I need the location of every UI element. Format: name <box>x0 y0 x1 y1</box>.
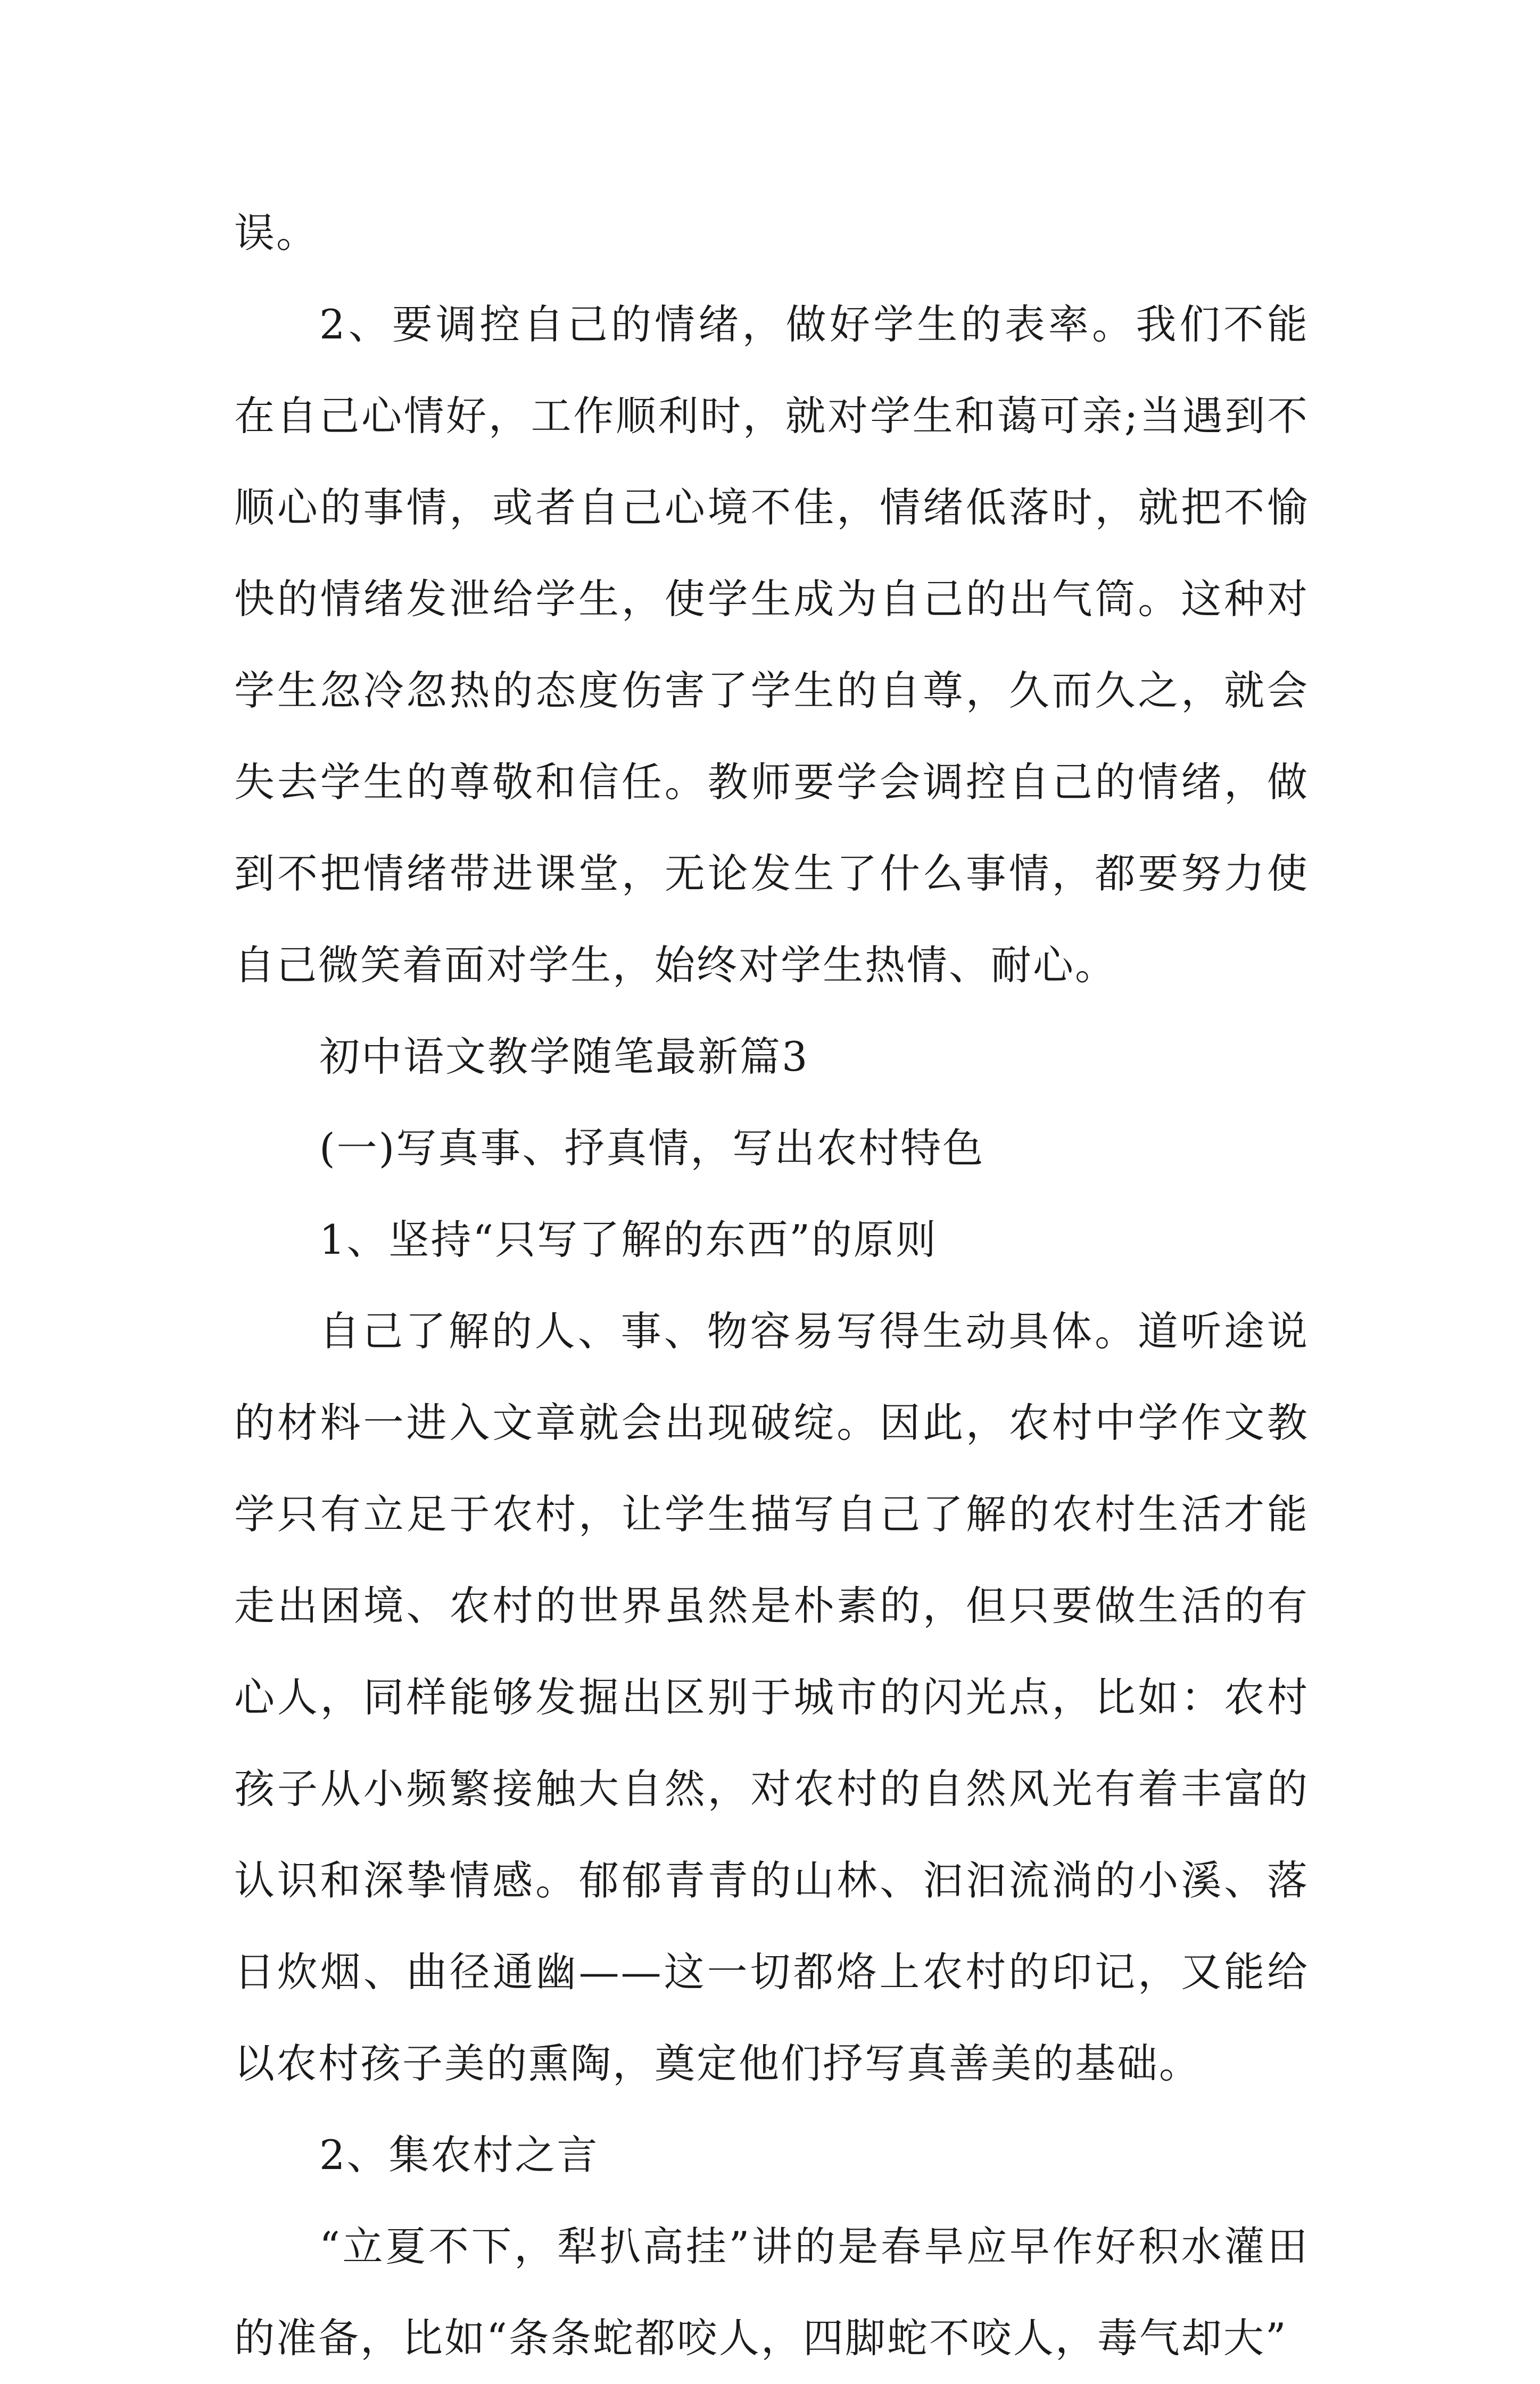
point-heading-2: 2、集农村之言 <box>319 2131 599 2179</box>
article-title: 初中语文教学随笔最新篇3 <box>319 1033 809 1080</box>
section-heading: (一)写真事、抒真情，写出农村特色 <box>319 1124 985 1172</box>
paragraph-emotion-control: 2、要调控自己的情绪，做好学生的表率。我们不能在自己心情好，工作顺利时，就对学生和蔼可亲;当遇到不顺心的事情，或者自己心境不佳，情绪低落时，就把不愉快的情绪发泄给学生，使学生成为自己的出气筒。这种对学生忽冷忽热的态度伤害了学生的自尊，久而久之，就会失去学生的尊敬和信任。教师要学会调控自己的情绪，做到不把情绪带进课堂，无论发生了什么事情，都要努力使自己微笑着面对学生，始终对学生热情、耐心。 <box>234 301 1309 989</box>
paragraph-rural-sayings: “立夏不下，犁扒高挂”讲的是春旱应早作好积水灌田的准备，比如“条条蛇都咬人，四脚蛇不咬人，毒气却大” <box>234 2223 1309 2362</box>
point-heading-1: 1、坚持“只写了解的东西”的原则 <box>319 1216 938 1263</box>
document-body <box>234 187 1309 2384</box>
paragraph-continuation: 误。 <box>234 209 318 256</box>
paragraph-familiar-things: 自己了解的人、事、物容易写得生动具体。道听途说的材料一进入文章就会出现破绽。因此，农村中学作文教学只有立足于农村，让学生描写自己了解的农村生活才能走出困境、农村的世界虽然是朴素的，但只要做生活的有心人，同样能够发掘出区别于城市的闪光点，比如：农村孩子从小频繁接触大自然，对农村的自然风光有着丰富的认识和深挚情感。郁郁青青的山林、汩汩流淌的小溪、落日炊烟、曲径通幽——这一切都烙上农村的印记，又能给以农村孩子美的熏陶，奠定他们抒写真善美的基础。 <box>234 1307 1309 2087</box>
